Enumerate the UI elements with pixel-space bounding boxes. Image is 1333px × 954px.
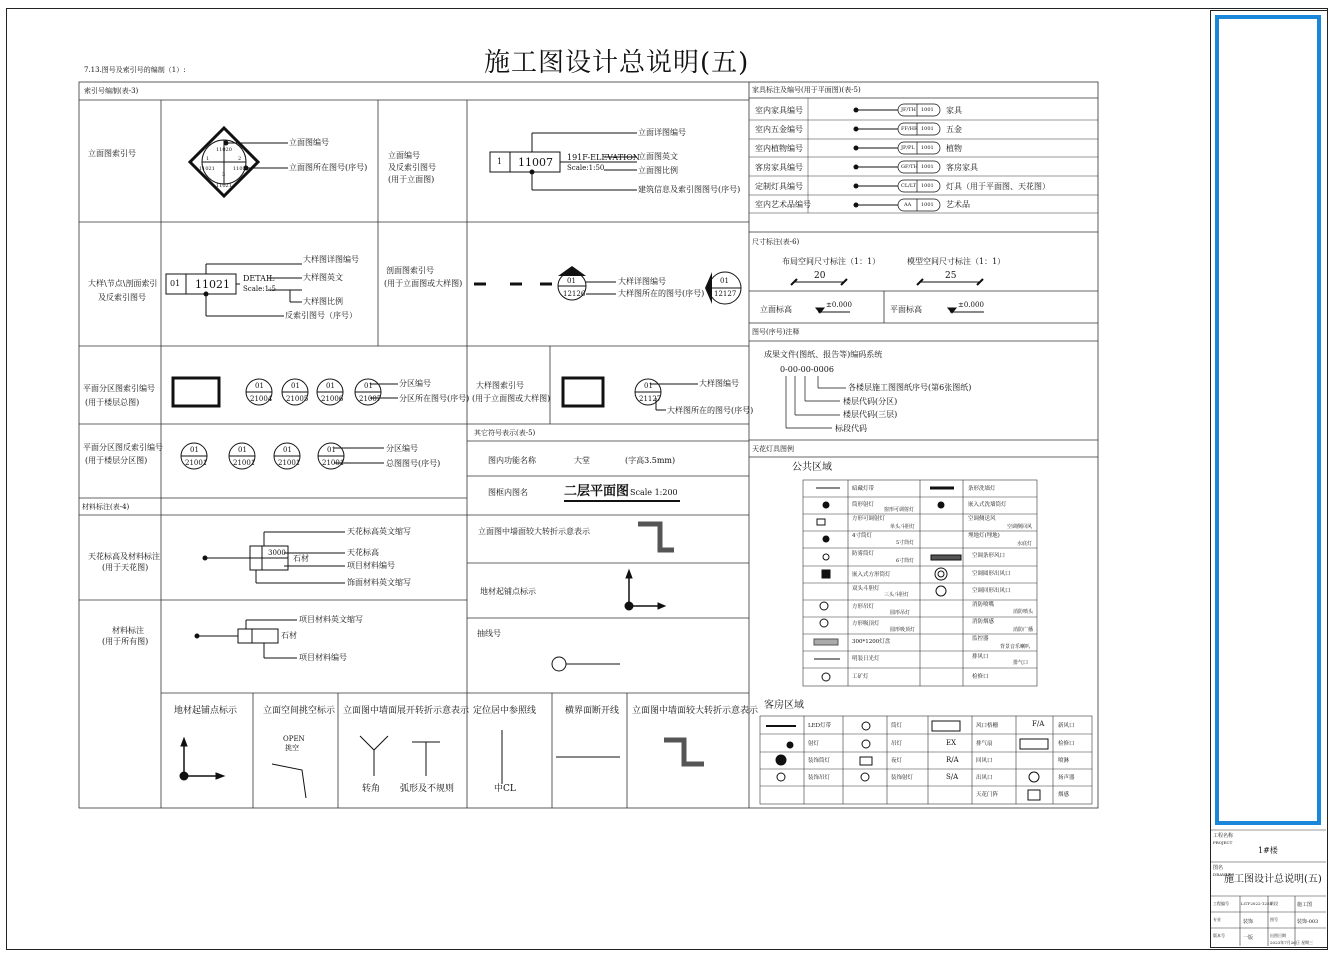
elev-no-en: 191F-ELEVATION — [567, 153, 640, 162]
elev-callout-2: 立面图所在图号(序号) — [289, 163, 368, 172]
g3-1: 排气扇 — [976, 741, 993, 747]
ceiling-c1: 天花标高英文缩写 — [347, 527, 411, 536]
elev-callout-1: 立面图编号 — [289, 138, 329, 147]
elev-no-c4: 建筑信息及索引图图号(序号) — [638, 185, 741, 194]
elev-no-label-2: 及反索引图号 — [388, 163, 436, 172]
g1-2: 装饰筒灯 — [808, 758, 831, 764]
other-r1-note: (字高3.5mm) — [625, 456, 676, 465]
elev-no-scale: Scale:1:50 — [567, 164, 605, 172]
tb-r3a: 版本号 — [1213, 933, 1225, 938]
tb-r1c: 阶段 — [1270, 901, 1278, 906]
elev-no-c1: 立面详图编号 — [638, 128, 686, 137]
light-l-9: 300*1200灯盘 — [852, 639, 891, 645]
light-rs-2: 空调侧回风 — [1007, 524, 1033, 530]
furn-code-5: AA — [904, 202, 912, 208]
furn-name-2: 植物 — [946, 144, 962, 153]
dim-bv: 25 — [945, 271, 957, 281]
tb-r3b: 一版 — [1243, 935, 1254, 941]
large-label-1: 大样图索引号 — [476, 381, 524, 390]
mat-v2: 石材 — [281, 631, 297, 640]
large-b: 21127 — [639, 395, 662, 403]
plan-zone-label-1: 平面分区图索引编号 — [83, 384, 155, 393]
mat-label-1: 材料标注 — [112, 626, 144, 635]
elev-no-c2: 立面图英文 — [638, 152, 678, 161]
tb-r3d: 2023年7月26日 星期三 — [1270, 940, 1314, 945]
furn-label-1: 室内五金编号 — [755, 125, 803, 134]
mat-label-2: (用于所有图) — [102, 637, 149, 646]
tb-drawing-label: 图名 — [1213, 865, 1224, 871]
drawno-header: 图号(序号)注释 — [752, 328, 800, 336]
g4-0: 新风口 — [1058, 723, 1075, 729]
furn-name-0: 家具 — [946, 106, 962, 115]
tb-r2d: 装饰-003 — [1297, 919, 1319, 925]
section-label-1: 剖面图索引号 — [386, 266, 434, 275]
zone-b-1: 21004 — [250, 395, 273, 403]
furn-label-0: 室内家具编号 — [755, 106, 803, 115]
furn-num-1: 1001 — [921, 126, 934, 132]
g1-0: LED灯带 — [808, 723, 832, 729]
light-rs-8: 消防广播 — [1013, 627, 1034, 633]
zone-b-4: 21007 — [359, 395, 382, 403]
bottom-b4: 定位居中参照线 — [473, 706, 537, 716]
furn-label-2: 室内植物编号 — [755, 144, 803, 153]
code-fa: F/A — [1032, 720, 1045, 728]
material-header: 材料标注(表-4) — [82, 503, 130, 511]
ceiling-v1: 3000 — [268, 549, 286, 557]
elev-n2: 2 — [238, 156, 242, 162]
ceiling-c3: 项目材料编号 — [347, 561, 395, 570]
section-c2: 大样图所在的图号(序号) — [618, 289, 705, 298]
ceiling-label-1: 天花标高及材料标注 — [88, 552, 160, 561]
furn-code-3: GF/TH — [901, 164, 918, 170]
dim-e1v: ±0.000 — [826, 301, 852, 309]
light-r-2: 空调侧送风 — [968, 516, 996, 522]
elev-no-label-1: 立面编号 — [388, 151, 420, 160]
mat-c1: 项目材料英文缩写 — [299, 615, 363, 624]
g3-4: 天花门阵 — [976, 792, 999, 798]
ceiling-c4: 饰面材料英文缩写 — [347, 578, 411, 587]
drawno-c3: 楼层代码(三层) — [843, 410, 898, 419]
rev-a-2: 01 — [238, 446, 247, 454]
dim-a: 布局空间尺寸标注（1：1） — [782, 257, 881, 266]
tb-r1b: LGT-2022-1255 — [1241, 901, 1273, 906]
drawno-c4: 标段代码 — [835, 424, 867, 433]
section-top-2: 01 — [720, 277, 729, 285]
dim-e2: 平面标高 — [890, 305, 922, 314]
rev-b-3: 21001 — [278, 459, 301, 467]
light-ls-7: 圆形吊灯 — [890, 610, 911, 616]
bottom-b2v: OPEN — [283, 735, 305, 743]
light-r-3: 埋地灯(埋地) — [968, 533, 1000, 539]
tb-r1a: 工程编号 — [1213, 901, 1229, 906]
furn-label-5: 室内艺术品编号 — [755, 200, 811, 209]
furn-code-1: FF/HR — [901, 126, 918, 132]
zone-b-2: 21005 — [286, 395, 309, 403]
drawno-c2: 楼层代码(分区) — [843, 397, 898, 406]
zone-a-2: 01 — [291, 382, 300, 390]
section-top: 01 — [567, 277, 576, 285]
code-ra: R/A — [946, 756, 959, 764]
large-a: 01 — [644, 382, 653, 390]
tb-drawing: 施工图设计总说明(五) — [1224, 874, 1322, 885]
light-r-5: 空调圆形出风口 — [972, 571, 1011, 577]
zone-c2: 分区所在图号(序号) — [399, 394, 470, 403]
rev-c2: 总图图号(序号) — [386, 459, 441, 468]
plan-rev-label-1: 平面分区图反索引编号 — [83, 443, 163, 452]
furn-code-2: JP/PL — [901, 145, 915, 151]
tb-r2b: 装饰 — [1243, 919, 1254, 925]
ceiling-label-2: (用于天花图) — [102, 563, 149, 572]
section-c1: 大样详图编号 — [618, 277, 666, 286]
rev-a-3: 01 — [283, 446, 292, 454]
light-r-1: 嵌入式洗墙筒灯 — [968, 502, 1007, 508]
drawno-c1: 各楼层施工图图纸序号(第6张图纸) — [848, 383, 972, 392]
tb-project-label: 工程名称 — [1213, 833, 1234, 839]
elev-no-label-3: (用于立面图) — [388, 175, 435, 184]
furn-num-4: 1001 — [921, 183, 934, 189]
light-rs-9: 背景音乐喇叭 — [1000, 644, 1031, 650]
g1-3: 装饰吊灯 — [808, 775, 831, 781]
rev-c1: 分区编号 — [386, 444, 418, 453]
furn-label-4: 定制灯具编号 — [755, 182, 803, 191]
furn-num-5: 1001 — [921, 202, 934, 208]
light-ls-6: 三头斗胆灯 — [884, 592, 910, 598]
bottom-b2: 立面空间挑空标示 — [263, 706, 336, 716]
light-l-5: 嵌入式方形筒灯 — [852, 572, 891, 578]
detail-c4: 反索引图号（序号） — [285, 311, 357, 320]
elev-top: 11020 — [216, 147, 232, 153]
detail-scale: Scale:1:5 — [243, 285, 276, 293]
g4-1: 检修口 — [1058, 741, 1075, 747]
detail-label-2: 及反索引图号 — [98, 293, 146, 302]
elev-no-c3: 立面图比例 — [638, 166, 678, 175]
other-r3-label: 立面图中墙面较大转折示意表示 — [478, 527, 590, 536]
light-l-6: 双头斗胆灯 — [852, 586, 880, 592]
elev-no-num: 1 — [497, 157, 503, 166]
g4-3: 扬声器 — [1058, 775, 1075, 781]
rev-b-2: 21001 — [233, 459, 256, 467]
light-rs-7: 消防喷头 — [1013, 609, 1034, 615]
light-rs-10: 排气口 — [1013, 660, 1029, 666]
section-note: 7.13.图号及索引号的编制（1）: — [84, 66, 186, 74]
elev-no-code: 11007 — [518, 156, 553, 169]
other-r2-label: 图框内图名 — [488, 488, 528, 497]
light-ls-4: 6寸筒灯 — [896, 558, 915, 564]
bottom-b3a: 转角 — [362, 784, 381, 794]
light-r-8: 消防烟感 — [972, 619, 995, 625]
furn-name-4: 灯具（用于平面图、天花图） — [946, 182, 1050, 191]
detail-c3: 大样图比例 — [303, 297, 343, 306]
index-header: 索引号编制(表-3) — [84, 87, 139, 95]
dim-b: 模型空间尺寸标注（1：1） — [907, 257, 1006, 266]
light-r-10: 排风口 — [972, 654, 989, 660]
light-ls-1: 窗形可调射灯 — [884, 507, 915, 513]
detail-c1: 大样图详图编号 — [303, 255, 359, 264]
detail-code: 11021 — [195, 278, 230, 291]
bottom-b2v2: 挑空 — [285, 744, 299, 752]
elev-bottom: 11021 — [216, 183, 232, 189]
ceiling-v2: 石材 — [293, 554, 309, 563]
bottom-b4v: 中CL — [494, 784, 516, 794]
other-r2-v: 二层平面图 — [564, 484, 630, 499]
tb-project-label-en: PROJECT — [1213, 840, 1233, 845]
furn-name-5: 艺术品 — [946, 200, 970, 209]
light-l-1: 筒形射灯 — [852, 502, 875, 508]
plan-zone-label-2: (用于楼层总图) — [85, 398, 140, 407]
detail-en: DETAIL — [243, 274, 275, 283]
light-r-7: 消防喷嘴 — [972, 602, 995, 608]
g2-1: 吊灯 — [891, 741, 903, 747]
zone-a-1: 01 — [255, 382, 264, 390]
light-l-11: 工矿灯 — [852, 674, 869, 680]
bottom-b3: 立面图中墙面展开转折示意表示 — [343, 706, 470, 716]
furn-num-2: 1001 — [921, 145, 934, 151]
tb-r3c: 出图日期 — [1270, 933, 1286, 938]
elevation-index-label: 立面图索引号 — [88, 149, 136, 158]
tb-project: 1#楼 — [1258, 846, 1278, 855]
light-r-11: 检修口 — [972, 674, 989, 680]
g2-0: 筒灯 — [891, 723, 903, 729]
other-header: 其它符号表示(表-5) — [474, 429, 536, 437]
zone-c1: 分区编号 — [399, 379, 431, 388]
furn-label-3: 客房家具编号 — [755, 163, 803, 172]
other-r4-label: 地材起铺点标示 — [480, 587, 536, 596]
tb-r2a: 专业 — [1213, 917, 1221, 922]
mat-c2: 项目材料编号 — [299, 653, 347, 662]
other-r1-v: 大堂 — [574, 456, 590, 465]
large-label-2: (用于立面图或大样图) — [472, 394, 551, 403]
g1-1: 射灯 — [808, 741, 820, 747]
light-r-4: 空调条形风口 — [972, 553, 1006, 559]
tb-r2c: 图号 — [1270, 917, 1278, 922]
light-l-10: 明装日光灯 — [852, 656, 880, 662]
detail-label-1: 大样\节点\剖面索引 — [88, 279, 158, 288]
g2-3: 装饰射灯 — [891, 775, 914, 781]
g4-4: 烟感 — [1058, 792, 1070, 798]
dim-e1: 立面标高 — [760, 305, 792, 314]
drawno-code: 0-00-00-0006 — [780, 365, 834, 374]
rev-a-1: 01 — [190, 446, 199, 454]
plan-rev-label-2: (用于楼层分区图) — [85, 456, 148, 465]
zone-a-4: 01 — [364, 382, 373, 390]
ceiling-c2: 天花标高 — [347, 548, 379, 557]
dim-e2v: ±0.000 — [958, 301, 984, 309]
bottom-b3b: 弧形及不规则 — [400, 784, 455, 794]
tb-r1d: 施工图 — [1297, 902, 1313, 908]
dim-av: 20 — [814, 271, 826, 281]
zone-b-3: 21006 — [321, 395, 344, 403]
lighting-guest: 客房区域 — [764, 700, 804, 711]
light-rs-3: 水底灯 — [1017, 541, 1033, 547]
detail-c2: 大样图英文 — [303, 273, 343, 282]
other-r1-label: 图内功能名称 — [488, 456, 536, 465]
elev-n1: 1 — [206, 156, 210, 162]
code-ex: EX — [946, 739, 957, 747]
furn-code-0: JF/TH — [901, 107, 916, 113]
drawno-line: 成果文件(图纸、报告等)编码系统 — [764, 350, 883, 359]
bottom-b1: 地材起铺点标示 — [174, 706, 238, 716]
code-sa: S/A — [946, 773, 959, 781]
g3-3: 出风口 — [976, 775, 993, 781]
furn-name-3: 客房家具 — [946, 163, 978, 172]
section-bottom: 12126 — [563, 290, 586, 298]
rev-b-4: 21001 — [322, 459, 345, 467]
rev-b-1: 21001 — [185, 459, 208, 467]
bottom-b6: 立面图中墙面较大转折示意表示 — [632, 706, 759, 716]
elev-right: 11021 — [233, 166, 249, 172]
bottom-b5: 横界面断开线 — [565, 706, 620, 716]
light-l-2: 方形可调射灯 — [852, 516, 886, 522]
page-title: 施工图设计总说明(五) — [484, 48, 750, 78]
tb-drawing-label-en: DRAWING — [1213, 872, 1235, 877]
light-r-6: 空调回形出风口 — [972, 588, 1011, 594]
light-l-3: 4寸筒灯 — [852, 533, 872, 539]
zone-a-3: 01 — [326, 382, 335, 390]
light-r-9: 监控器 — [972, 636, 989, 642]
g3-2: 回风口 — [976, 758, 993, 764]
elev-left: 11021 — [199, 166, 215, 172]
g3-0: 风口格栅 — [976, 723, 999, 729]
light-l-8: 方形吸顶灯 — [852, 621, 880, 627]
furn-name-1: 五金 — [946, 125, 962, 134]
section-label-2: (用于立面图或大样图) — [384, 279, 463, 288]
light-ls-2: 单头斗胆灯 — [890, 524, 916, 530]
light-l-4: 防雾筒灯 — [852, 551, 875, 557]
furn-code-4: CL/LT — [901, 183, 917, 189]
lighting-public: 公共区域 — [792, 462, 832, 473]
large-c2: 大样图所在的图号(序号) — [667, 406, 754, 415]
light-r-0: 条形洗墙灯 — [968, 486, 996, 492]
light-l-0: 暗藏灯带 — [852, 486, 875, 492]
rev-a-4: 01 — [327, 446, 336, 454]
furn-num-0: 1001 — [921, 107, 934, 113]
other-r5-label: 抽线号 — [477, 629, 501, 638]
dimension-header: 尺寸标注(表-6) — [752, 238, 800, 246]
furn-num-3: 1001 — [921, 164, 934, 170]
large-c1: 大样图编号 — [699, 379, 739, 388]
light-ls-3: 5寸筒灯 — [896, 540, 915, 546]
elev-n3: 3 — [222, 172, 226, 178]
furniture-header: 家具标注及编号(用于平面图)(表-5) — [752, 86, 861, 94]
other-r2-scale: Scale 1:200 — [630, 488, 678, 497]
g2-2: 夜灯 — [891, 758, 903, 764]
section-bottom-2: 12127 — [714, 290, 737, 298]
detail-num: 01 — [170, 279, 181, 288]
light-ls-8: 圆形吸顶灯 — [890, 627, 916, 633]
lighting-header: 天花灯具图例 — [752, 445, 794, 453]
g4-2: 喷淋 — [1058, 758, 1070, 764]
light-l-7: 方形吊灯 — [852, 604, 875, 610]
